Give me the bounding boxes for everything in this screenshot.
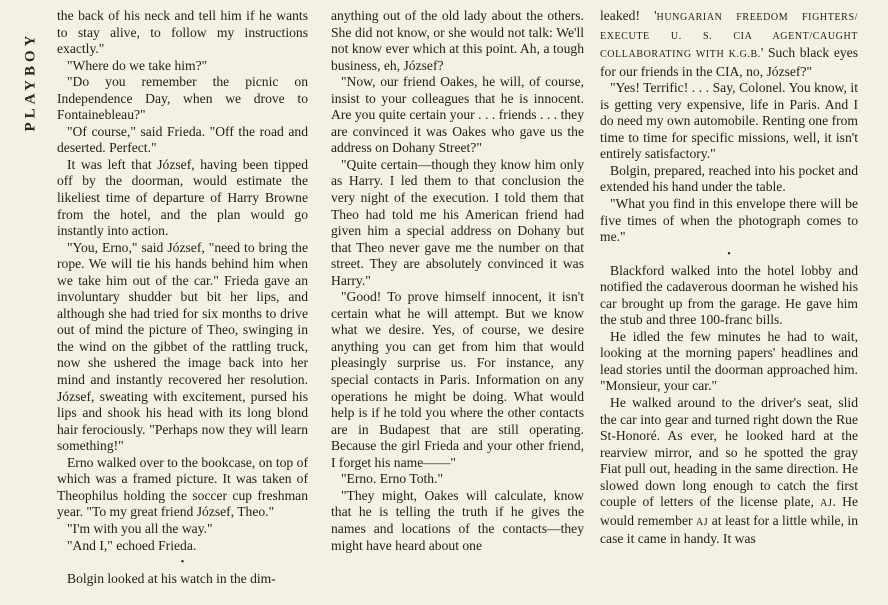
text-run: . He would remember — [600, 494, 858, 528]
text-column-1 — [57, 8, 308, 605]
paragraph: "Now, our friend Oakes, he will, of course, insist to your colleagues that he is innocent. Are you quite certain your . . . friends . . . they are convinced it was Oakes who gave us the address on Dohany Street?" — [331, 74, 584, 156]
paragraph: "Erno. Erno Toth." — [341, 471, 444, 487]
paragraph: "Quite certain—though they know him only as Harry. I led them to that conclusion the very night of the execution. I told them that Theo had told me his American friend had given him a special address on Dohany but that Theo never gave me the number on that street. They are absolutely convinced it was Harry." — [331, 156, 584, 288]
paragraph: He idled the few minutes he had to wait, looking at the morning papers' headlines and lead stories until the doorman approached him. "Monsieur, your car." — [600, 328, 858, 394]
section-break-bullet: • — [180, 557, 185, 569]
text-run: He walked around to the driver's seat, slid the car into gear and turned right down the Rue St-Honoré. As ever, he looked hard at the rearview mirror, and so he spotted the gray Fiat pull out, heading in the same direction. He slowed down long enough to catch the first couple of letters of the license plate, — [600, 395, 858, 510]
paragraph: Bolgin looked at his watch in the dim- — [67, 571, 276, 587]
paragraph — [600, 8, 858, 80]
running-head — [18, 18, 44, 168]
magazine-title: PLAYBOY — [22, 31, 39, 132]
paragraph: Blackford walked into the hotel lobby and notified the cadaverous doorman he wished his car brought up from the garage. He gave him the stub and three 100-franc bills. — [600, 262, 858, 328]
paragraph: "And I," echoed Frieda. — [67, 537, 197, 553]
license-plate-smallcaps: AJ — [820, 498, 833, 510]
newspaper-headline-smallcaps: HUNGARIAN FREEDOM FIGHTERS/ EXECUTE U. S. CIA AGENT/CAUGHT COLLABORATING WITH K.G.B. — [600, 12, 858, 61]
paragraph: Bolgin, prepared, reached into his pocket and extended his hand under the table. — [600, 162, 858, 195]
paragraph — [600, 395, 858, 548]
paragraph: "What you find in this envelope there will be five times of when the photograph comes to me." — [600, 196, 858, 245]
text-column-2 — [331, 8, 584, 605]
text-run: ' Such black eyes for our friends in the CIA, no, József?" — [600, 45, 858, 79]
paragraph: Erno walked over to the bookcase, on top of which was a framed picture. It was taken of Theophilus holding the soccer cup freshman year. "To my great friend József, Theo." — [57, 454, 308, 520]
paragraph: anything out of the old lady about the others. She did not know, or she would not talk: We'll not know ever which at this point. Ah, a tough business, eh, József? — [331, 8, 584, 73]
paragraph: It was left that József, having been tipped off by the doorman, would estimate the likeliest time of departure of Harry Browne from the hotel, and the plan would go instantly into action. — [57, 156, 308, 239]
paragraph: the back of his neck and tell him if he wants to stay alive, to follow my instructions exactly." — [57, 8, 308, 57]
paragraph: "I'm with you all the way." — [67, 520, 213, 536]
paragraph: "Do you remember the picnic on Independence Day, when we drove to Fontainebleau?" — [57, 74, 308, 123]
text-run: at least for a little while, in case it came in handy. It was — [600, 512, 858, 547]
paragraph: "Yes! Terrific! . . . Say, Colonel. You know, it is getting very expensive, life in Paris. And I do need my own automobile. Renting one from time to time for specific missions, well, it isn't entirely satisfactory." — [600, 80, 858, 162]
paragraph: "Of course," said Frieda. "Off the road and deserted. Perfect." — [57, 123, 308, 156]
license-plate-smallcaps: AJ — [695, 516, 709, 528]
paragraph: "Good! To prove himself innocent, it isn't certain what he will attempt. But we know what we desire. Yes, of course, we desire anything you can get from him that would pleasingly surprise us. For instance, any special contacts in Paris. Information on any operations he might be doing. What would help is if he told you where the other contacts are in Budapest that are still operating. Because the girl Frieda and your other friend, I forget his name——" — [331, 289, 584, 470]
paragraph: "You, Erno," said József, "need to bring the rope. We will tie his hands behind him when we take him out of the car." Frieda gave an involuntary shudder but bit her lips, and although she had tried for six months to drive out of mind the picture of Theo, swinging in the wind on the gibbet of the rattling truck, now she ushered the image back into her mind and instantly recovered her resolution. József, sweating with excitement, pursed his lips and shook his head with its long blond hair ferociously. "Perhaps now they will learn something!" — [57, 239, 308, 454]
paragraph: "Where do we take him?" — [67, 57, 208, 73]
section-break-bullet: • — [727, 248, 731, 260]
text-run: leaked! ' — [600, 8, 657, 23]
paragraph: "They might, Oakes will calculate, know that he is telling the truth if he gives the names and locations of the contacts—they might have heard about one — [331, 487, 584, 553]
text-column-3 — [600, 8, 858, 605]
